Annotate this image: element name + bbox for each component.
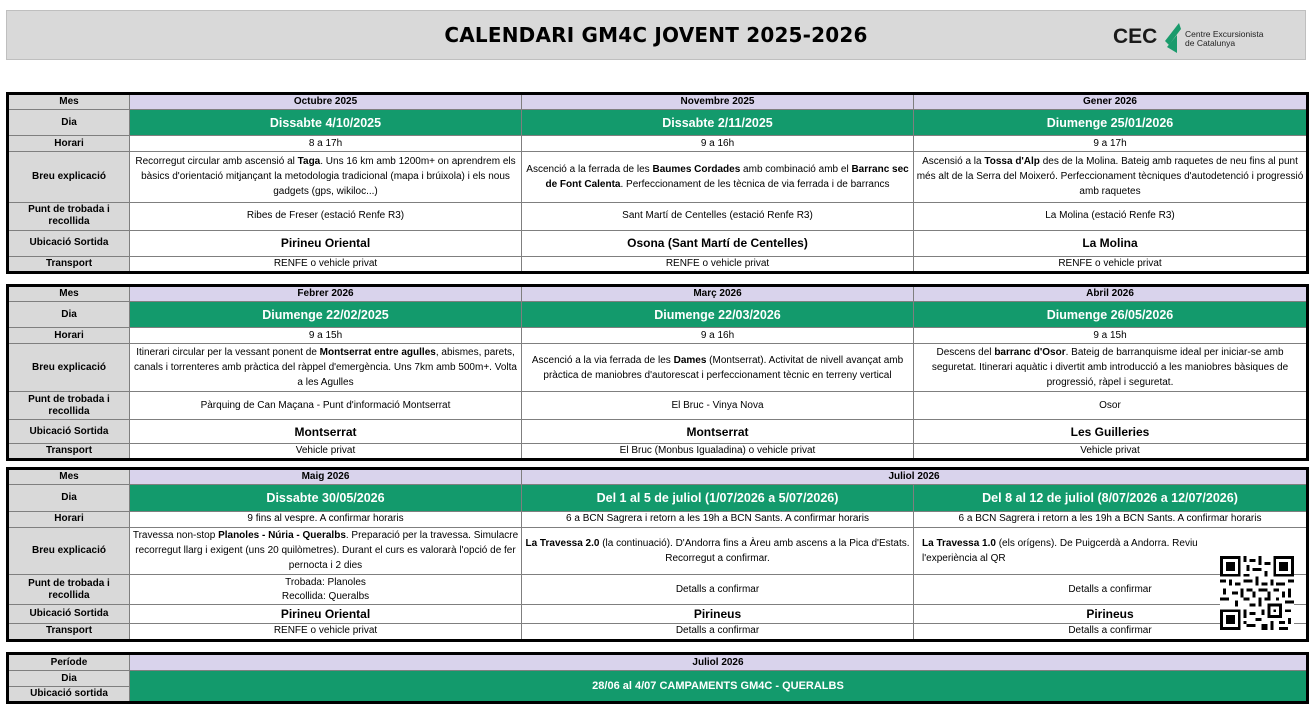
month-cell: Juliol 2026 xyxy=(522,469,1308,485)
calendar-block-2 xyxy=(6,284,1309,461)
label-horari: Horari xyxy=(8,511,130,527)
label-breu: Breu explicació xyxy=(8,528,130,575)
meeting-point-cell: Pàrquing de Can Maçana - Punt d'informació Montserrat xyxy=(130,392,522,420)
label-mes: Mes xyxy=(8,469,130,485)
description-cell: Itinerari circular per la vessant ponent de Montserrat entre agulles, abismes, parets, canals i torrenteres amb pràctica del ràppel d'emergència. Uns 7km amb 500m+. Volta a les Agulles xyxy=(130,344,522,392)
label-mes: Mes xyxy=(8,286,130,302)
meeting-point-cell: Sant Martí de Centelles (estació Renfe R3) xyxy=(522,202,914,230)
month-cell: Febrer 2026 xyxy=(130,286,522,302)
meeting-point-cell: Ribes de Freser (estació Renfe R3) xyxy=(130,202,522,230)
description-cell: Descens del barranc d'Osor. Bateig de barranquisme ideal per iniciar-se amb seguretat. Itinerari aquàtic i divertit amb introducció a les maniobres bàsiques de progressió, ràpel i seguretat. xyxy=(914,344,1308,392)
label-breu: Breu explicació xyxy=(8,344,130,392)
label-punt: Punt de trobada i recollida xyxy=(8,202,130,230)
description-cell: Ascensió a la Tossa d'Alp des de la Molina. Bateig amb raquetes de neu fins al punt més alt de la Serra del Moixeró. Perfeccionament tècniques d'autodetenció i progressió amb raquetes xyxy=(914,152,1308,202)
meeting-point-cell: Detalls a confirmar xyxy=(522,574,914,605)
description-cell: La Travessa 1.0 (els orígens). De Puigcerdà a Andorra. Reviu l'experiència al QR xyxy=(914,528,1308,575)
meeting-point-cell: Osor xyxy=(914,392,1308,420)
transport-cell: RENFE o vehicle privat xyxy=(914,256,1308,272)
label-horari: Horari xyxy=(8,328,130,344)
label-transport: Transport xyxy=(8,444,130,460)
location-cell: Osona (Sant Martí de Centelles) xyxy=(522,230,914,256)
day-cell: Diumenge 25/01/2026 xyxy=(914,110,1308,136)
calendar-block-1 xyxy=(6,92,1309,274)
schedule-cell: 6 a BCN Sagrera i retorn a les 19h a BCN Sants. A confirmar horaris xyxy=(914,511,1308,527)
transport-cell: RENFE o vehicle privat xyxy=(522,256,914,272)
schedule-cell: 9 a 15h xyxy=(914,328,1308,344)
month-cell: Març 2026 xyxy=(522,286,914,302)
description-cell: Travessa non-stop Planoles - Núria - Queralbs. Preparació per la travessa. Simulacre recorregut llarg i exigent (uns 20 quilòmetres). Durant el curs es valorarà l'opció de fer pernocta i 2 dies xyxy=(130,528,522,575)
label-punt: Punt de trobada i recollida xyxy=(8,574,130,605)
transport-cell: Detalls a confirmar xyxy=(914,623,1308,640)
transport-cell: El Bruc (Monbus Igualadina) o vehicle privat xyxy=(522,444,914,460)
day-cell: Dissabte 30/05/2026 xyxy=(130,485,522,511)
schedule-cell: 9 a 16h xyxy=(522,328,914,344)
qr-code[interactable] xyxy=(1220,556,1294,630)
day-cell: Del 1 al 5 de juliol (1/07/2026 a 5/07/2026) xyxy=(522,485,914,511)
description-cell: Ascenció a la via ferrada de les Dames (Montserrat). Activitat de nivell avançat amb pràctica de maniobres d'autorescat i perfeccionament tècnic en terreny vertical xyxy=(522,344,914,392)
page-title: CALENDARI GM4C JOVENT 2025-2026 xyxy=(444,23,868,47)
label-transport: Transport xyxy=(8,256,130,272)
meeting-point-cell: Trobada: Planoles Recollida: Queralbs xyxy=(130,574,522,605)
meeting-point-cell: Detalls a confirmar xyxy=(914,574,1308,605)
cec-logo xyxy=(1113,17,1293,57)
transport-cell: RENFE o vehicle privat xyxy=(130,623,522,640)
location-cell: Pirineu Oriental xyxy=(130,230,522,256)
location-cell: Pirineus xyxy=(522,605,914,623)
label-punt: Punt de trobada i recollida xyxy=(8,392,130,420)
label-mes: Mes xyxy=(8,94,130,110)
schedule-cell: 9 a 15h xyxy=(130,328,522,344)
calendar-block-3 xyxy=(6,467,1309,642)
label-dia: Dia xyxy=(8,302,130,328)
transport-cell: Vehicle privat xyxy=(130,444,522,460)
schedule-cell: 9 a 17h xyxy=(914,136,1308,152)
meeting-point-cell: El Bruc - Vinya Nova xyxy=(522,392,914,420)
label-ubicacio-sortida: Ubicació sortida xyxy=(8,687,130,703)
label-dia: Dia xyxy=(8,671,130,687)
label-ubicacio: Ubicació Sortida xyxy=(8,420,130,444)
label-dia: Dia xyxy=(8,485,130,511)
camp-event-cell: 28/06 al 4/07 CAMPAMENTS GM4C - QUERALBS xyxy=(130,671,1308,703)
location-cell: Pirineus xyxy=(914,605,1308,623)
location-cell: Montserrat xyxy=(130,420,522,444)
day-cell: Dissabte 4/10/2025 xyxy=(130,110,522,136)
description-cell: La Travessa 2.0 (la continuació). D'Andorra fins a Àreu amb ascens a la Pica d'Estats. Recorregut a confirmar. xyxy=(522,528,914,575)
logo-leaf-icon xyxy=(1161,19,1183,57)
label-ubicacio: Ubicació Sortida xyxy=(8,605,130,623)
logo-text: Centre Excursionista de Catalunya xyxy=(1185,29,1264,48)
label-horari: Horari xyxy=(8,136,130,152)
header-banner xyxy=(6,10,1306,60)
label-ubicacio: Ubicació Sortida xyxy=(8,230,130,256)
description-cell: Recorregut circular amb ascensió al Taga. Uns 16 km amb 1200m+ on aprendrem els bàsics d'orientació mitjançant la metodologia tradicional (mapa i brúixola) i els nous gadgets (gps, wikiloc...) xyxy=(130,152,522,202)
location-cell: Montserrat xyxy=(522,420,914,444)
location-cell: Pirineu Oriental xyxy=(130,605,522,623)
location-cell: La Molina xyxy=(914,230,1308,256)
transport-cell: Vehicle privat xyxy=(914,444,1308,460)
day-cell: Diumenge 22/02/2025 xyxy=(130,302,522,328)
schedule-cell: 9 a 16h xyxy=(522,136,914,152)
schedule-cell: 8 a 17h xyxy=(130,136,522,152)
day-cell: Dissabte 2/11/2025 xyxy=(522,110,914,136)
logo-wordmark: CEC xyxy=(1113,25,1158,48)
month-cell: Novembre 2025 xyxy=(522,94,914,110)
month-cell: Maig 2026 xyxy=(130,469,522,485)
month-cell: Juliol 2026 xyxy=(130,654,1308,671)
label-breu: Breu explicació xyxy=(8,152,130,202)
label-periode: Període xyxy=(8,654,130,671)
month-cell: Gener 2026 xyxy=(914,94,1308,110)
month-cell: Abril 2026 xyxy=(914,286,1308,302)
day-cell: Diumenge 26/05/2026 xyxy=(914,302,1308,328)
day-cell: Del 8 al 12 de juliol (8/07/2026 a 12/07/2026) xyxy=(914,485,1308,511)
meeting-point-cell: La Molina (estació Renfe R3) xyxy=(914,202,1308,230)
calendar-block-4 xyxy=(6,652,1309,704)
month-cell: Octubre 2025 xyxy=(130,94,522,110)
label-transport: Transport xyxy=(8,623,130,640)
transport-cell: Detalls a confirmar xyxy=(522,623,914,640)
transport-cell: RENFE o vehicle privat xyxy=(130,256,522,272)
schedule-cell: 9 fins al vespre. A confirmar horaris xyxy=(130,511,522,527)
description-cell: Ascenció a la ferrada de les Baumes Cordades amb combinació amb el Barranc sec de Font Calenta. Perfeccionament de les tècnica de via ferrada i de barrancs xyxy=(522,152,914,202)
day-cell: Diumenge 22/03/2026 xyxy=(522,302,914,328)
label-dia: Dia xyxy=(8,110,130,136)
schedule-cell: 6 a BCN Sagrera i retorn a les 19h a BCN Sants. A confirmar horaris xyxy=(522,511,914,527)
location-cell: Les Guilleries xyxy=(914,420,1308,444)
